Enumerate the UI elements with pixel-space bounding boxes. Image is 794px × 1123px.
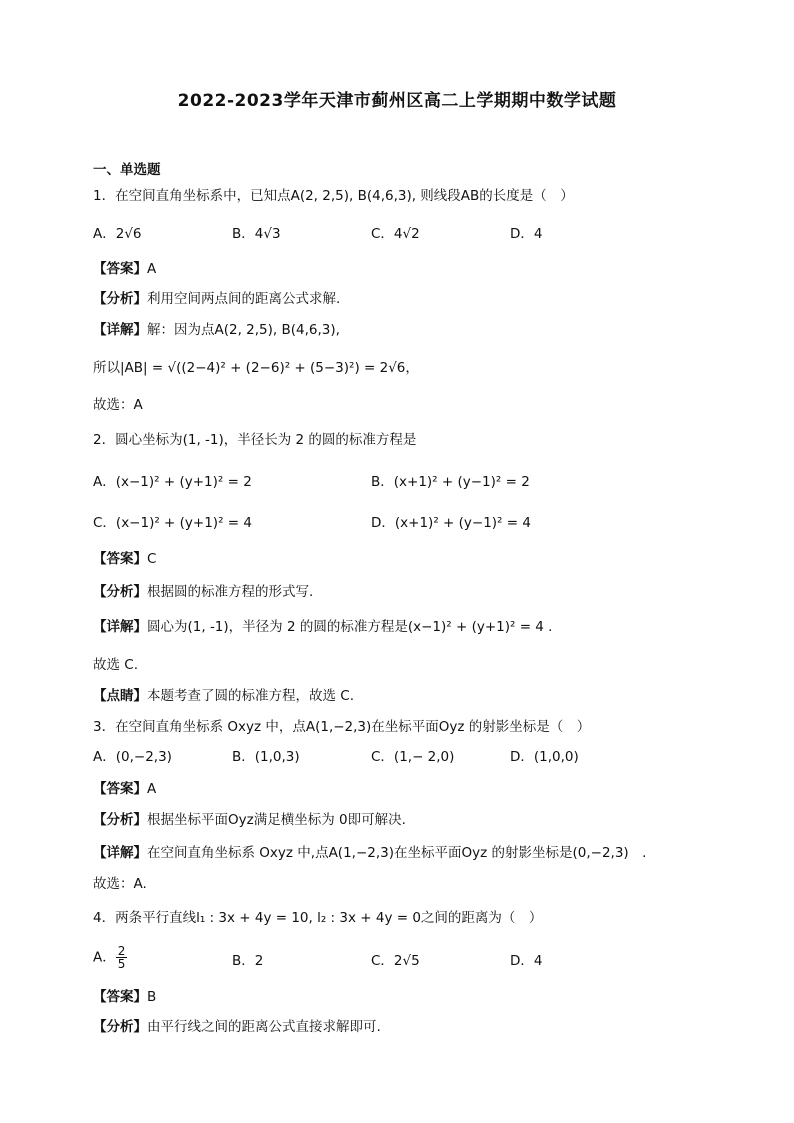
question-2-stem: 2．圆心坐标为(1, -1)，半径长为 2 的圆的标准方程是 <box>93 432 417 448</box>
page-title: 2022-2023学年天津市蓟州区高二上学期期中数学试题 <box>177 91 617 111</box>
remark-tag: 【点睛】 <box>93 688 147 704</box>
q3-option-d: D．(1,0,0) <box>510 749 579 765</box>
q4-analysis <box>93 1018 381 1036</box>
detail-tag: 【详解】 <box>93 322 147 338</box>
q2-analysis <box>93 583 313 601</box>
answer-tag: 【答案】 <box>93 551 147 567</box>
q3-detail <box>93 844 646 862</box>
answer-value: C <box>147 551 157 567</box>
answer-value: A <box>147 261 157 277</box>
q3-option-c: C．(1,− 2,0) <box>371 749 455 765</box>
q1-option-a: A．2√6 <box>93 226 142 242</box>
option-label: A． <box>93 949 116 966</box>
q1-option-c: C．4√2 <box>371 226 420 242</box>
q2-conclusion: 故选 C. <box>93 657 139 673</box>
q4-option-d: D．4 <box>510 953 543 969</box>
q1-answer <box>93 260 156 278</box>
analysis-tag: 【分析】 <box>93 1019 147 1035</box>
question-1-stem: 1．在空间直角坐标系中，已知点A(2, 2,5), B(4,6,3), 则线段AB的长度是（ ） <box>93 188 574 204</box>
q2-option-c: C．(x−1)² + (y+1)² = 4 <box>93 515 252 531</box>
fraction <box>116 945 128 970</box>
q4-option-c: C．2√5 <box>371 953 420 969</box>
answer-tag: 【答案】 <box>93 261 147 277</box>
section-heading: 一、单选题 <box>93 162 161 178</box>
q1-conclusion: 故选：A <box>93 397 143 413</box>
q2-detail <box>93 618 552 636</box>
q2-option-a: A．(x−1)² + (y+1)² = 2 <box>93 474 252 490</box>
fraction-denominator: 5 <box>117 957 126 971</box>
q3-conclusion: 故选：A. <box>93 876 147 892</box>
q4-option-a <box>93 945 127 970</box>
q1-option-d: D．4 <box>510 226 543 242</box>
q3-answer <box>93 780 156 798</box>
analysis-text: 根据坐标平面Oyz满足横坐标为 0即可解决. <box>147 812 406 828</box>
q4-answer <box>93 988 156 1006</box>
q1-analysis <box>93 290 340 308</box>
remark-text: 本题考查了圆的标准方程，故选 C. <box>147 688 355 704</box>
detail-text: 解：因为点A(2, 2,5), B(4,6,3), <box>147 322 340 338</box>
answer-tag: 【答案】 <box>93 781 147 797</box>
q2-answer <box>93 550 156 568</box>
analysis-text: 由平行线之间的距离公式直接求解即可. <box>147 1019 381 1035</box>
q1-detail-formula: 所以|AB| = √((2−4)² + (2−6)² + (5−3)²) = 2√6， <box>93 360 419 376</box>
q3-option-b: B．(1,0,3) <box>232 749 300 765</box>
detail-text: 在空间直角坐标系 Oxyz 中,点A(1,−2,3)在坐标平面Oyz 的射影坐标是(0,−2,3) . <box>147 845 647 861</box>
q4-option-b: B．2 <box>232 953 264 969</box>
analysis-tag: 【分析】 <box>93 291 147 307</box>
analysis-text: 利用空间两点间的距离公式求解. <box>147 291 341 307</box>
q3-analysis <box>93 811 406 829</box>
answer-value: B <box>147 989 157 1005</box>
detail-text: 圆心为(1, -1)，半径为 2 的圆的标准方程是(x−1)² + (y+1)² = 4 . <box>147 619 553 635</box>
answer-value: A <box>147 781 157 797</box>
analysis-text: 根据圆的标准方程的形式写. <box>147 584 314 600</box>
analysis-tag: 【分析】 <box>93 812 147 828</box>
q1-detail <box>93 321 340 339</box>
analysis-tag: 【分析】 <box>93 584 147 600</box>
q3-option-a: A．(0,−2,3) <box>93 749 172 765</box>
detail-tag: 【详解】 <box>93 845 147 861</box>
detail-tag: 【详解】 <box>93 619 147 635</box>
question-4-stem: 4．两条平行直线l₁ : 3x + 4y = 10, l₂ : 3x + 4y = 0之间的距离为（ ） <box>93 910 543 926</box>
q1-option-b: B．4√3 <box>232 226 281 242</box>
question-3-stem: 3．在空间直角坐标系 Oxyz 中，点A(1,−2,3)在坐标平面Oyz 的射影坐标是（ ） <box>93 719 591 735</box>
q2-remark <box>93 687 354 705</box>
answer-tag: 【答案】 <box>93 989 147 1005</box>
q2-option-b: B．(x+1)² + (y−1)² = 2 <box>371 474 530 490</box>
fraction-numerator: 2 <box>117 944 126 958</box>
q2-option-d: D．(x+1)² + (y−1)² = 4 <box>371 515 531 531</box>
